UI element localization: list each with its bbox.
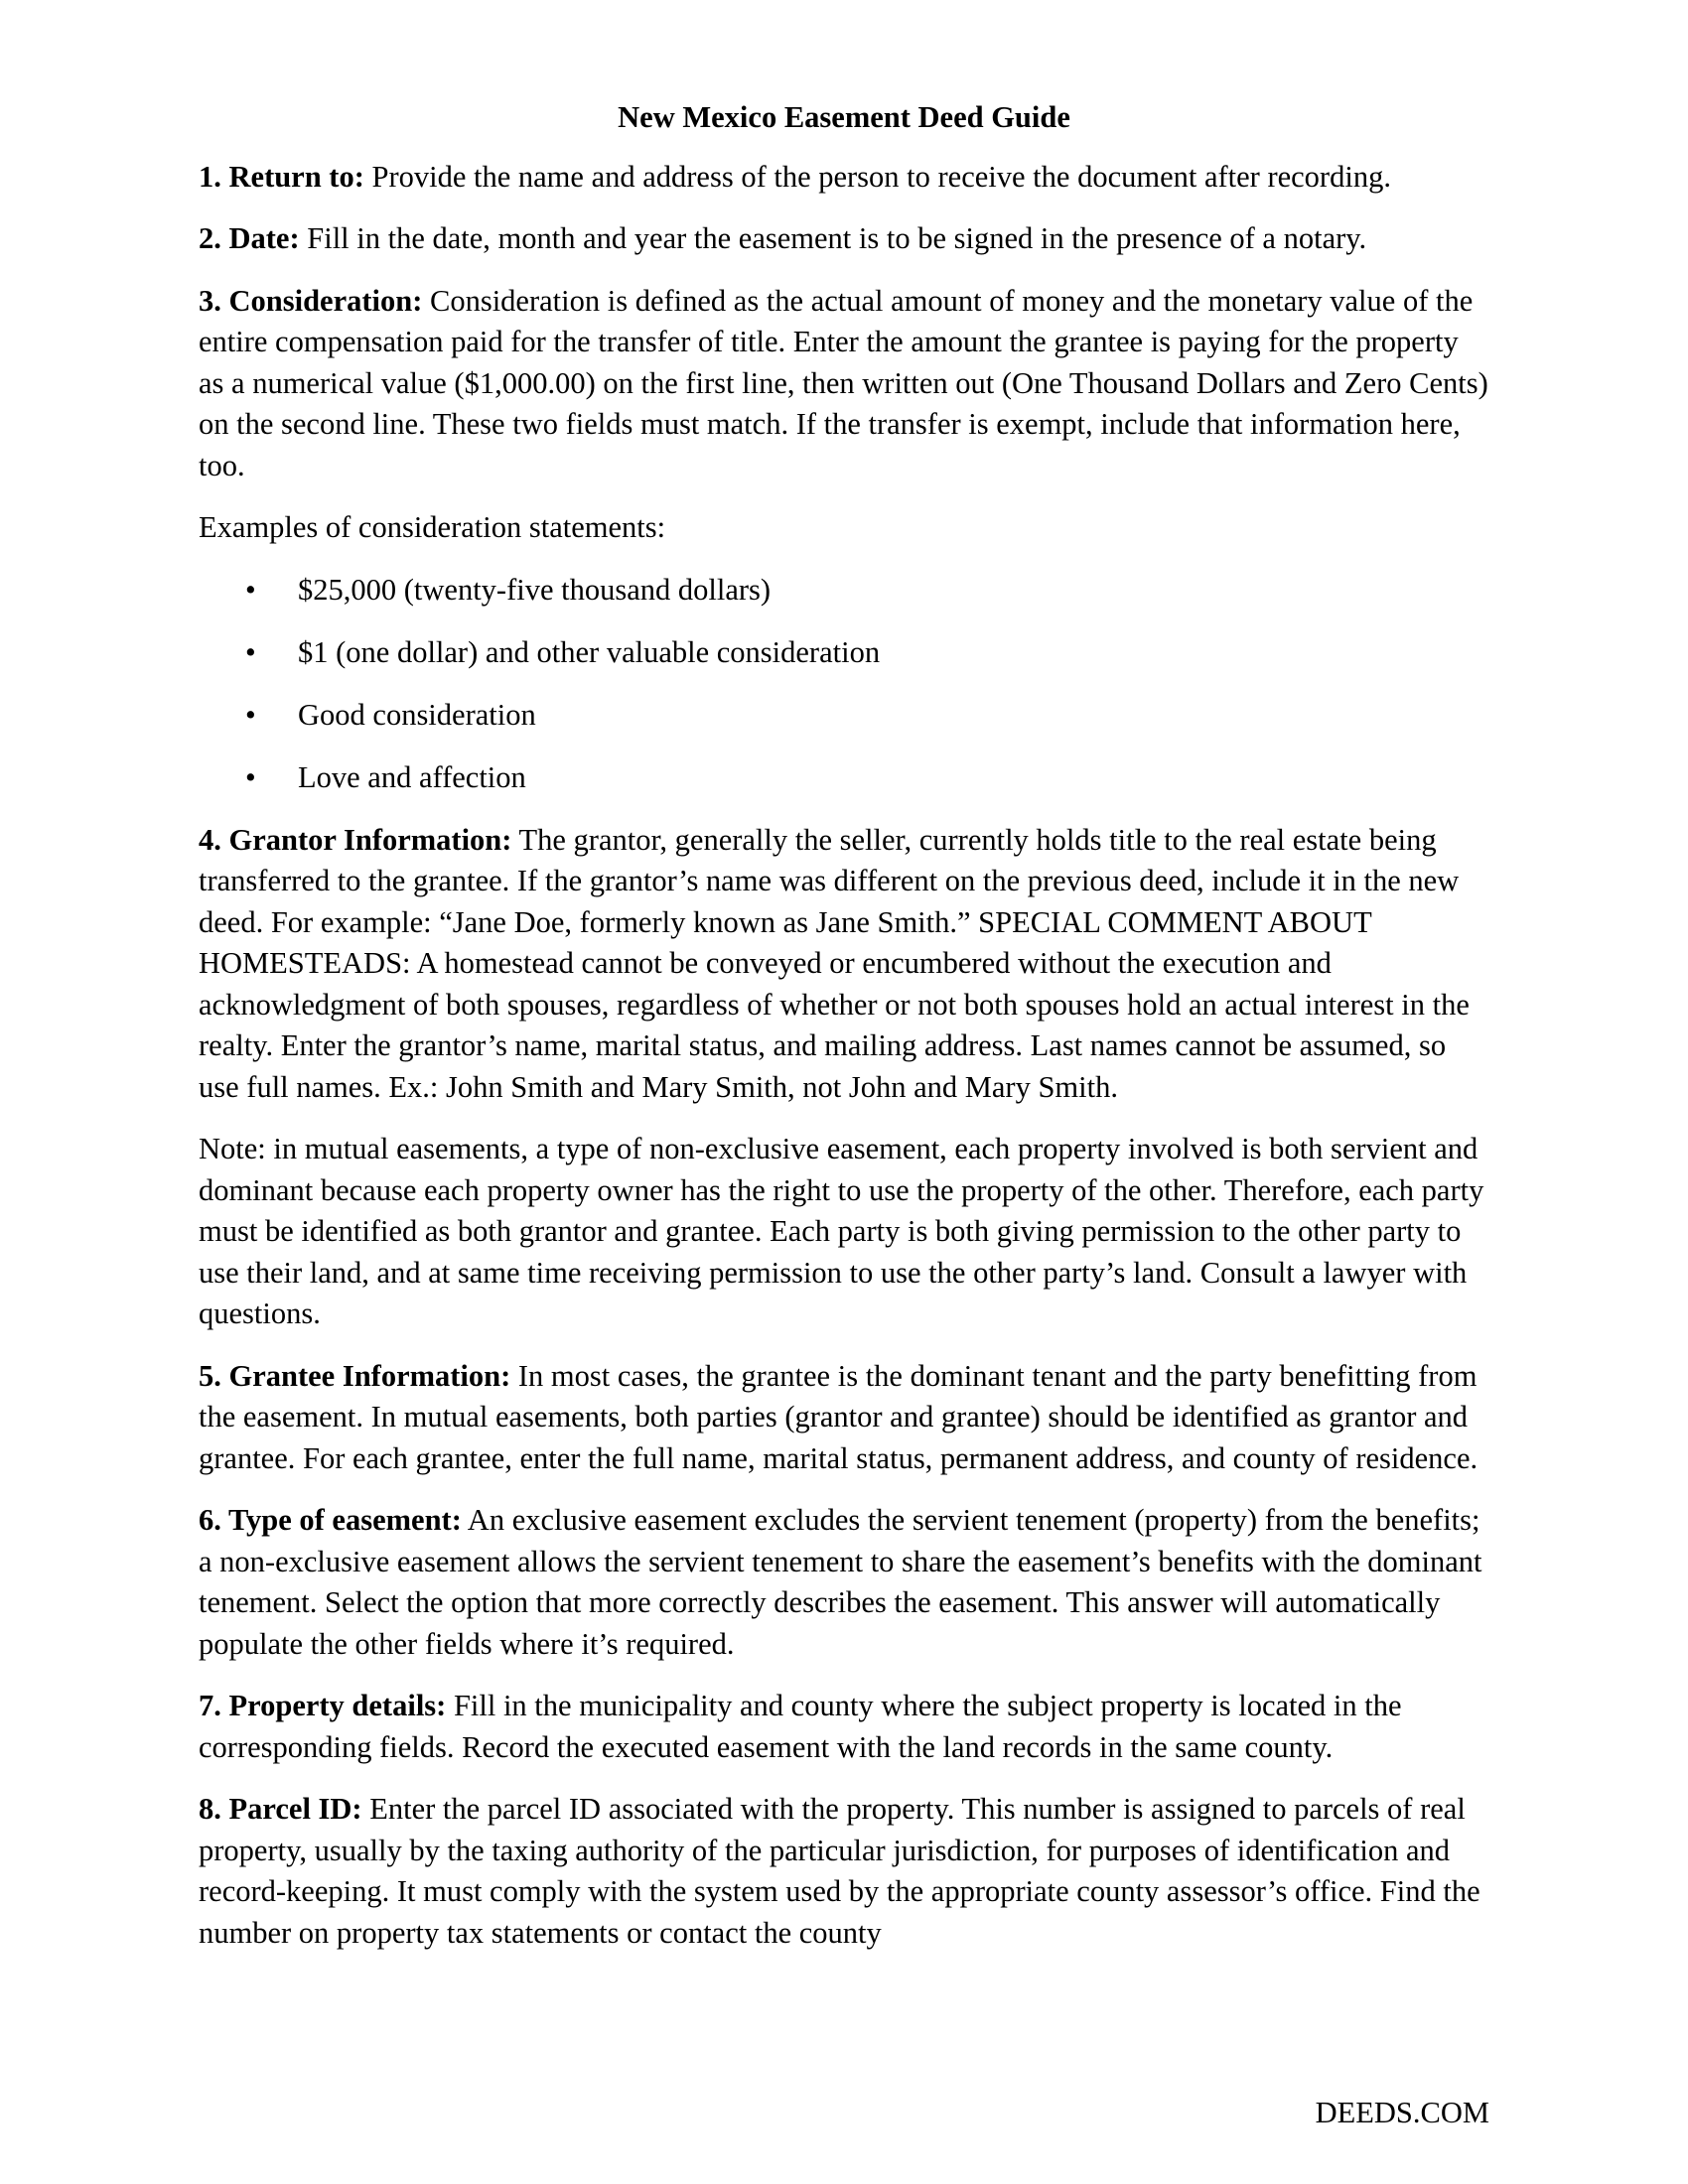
section-consideration — [199, 281, 1489, 487]
section-text: Enter the parcel ID associated with the property. This number is assigned to parcels of real property, usually by the taxing authority of the particular jurisdiction, for purposes of identification and record-keeping. It must comply with the system used by the appropriate county assessor’s office. Find the number on property tax statements or contact the county — [199, 1792, 1480, 1950]
document-title: New Mexico Easement Deed Guide — [618, 100, 1070, 134]
bullet-icon: • — [245, 697, 256, 732]
section-heading: 1. Return to: — [199, 159, 364, 194]
section-heading: 7. Property details: — [199, 1689, 447, 1722]
list-item-text: $25,000 (twenty-five thousand dollars) — [298, 572, 772, 607]
section-heading: 5. Grantee Information: — [199, 1358, 511, 1393]
section-text: Fill in the municipality and county where the subject property is located in the corresponding fields. Record the executed easement with the land records in the same county. — [199, 1689, 1402, 1764]
section-heading: 6. Type of easement: — [199, 1503, 462, 1537]
list-item — [199, 757, 1489, 799]
footer-brand: DEEDS.COM — [1315, 2096, 1489, 2129]
examples-intro: Examples of consideration statements: — [199, 510, 666, 544]
bullet-icon: • — [245, 572, 256, 607]
list-item — [199, 695, 1489, 737]
section-text: Consideration is defined as the actual amount of money and the monetary value of the entire compensation paid for the transfer of title. Enter the amount the grantee is paying for the property as a numerical value ($1,000.00) on the first line, then written out (One Thousand Dollars and Zero Cents) on the second line. These two fields must match. If the transfer is exempt, include that information here, too. — [199, 283, 1488, 482]
section-return-to — [199, 157, 1489, 199]
section-heading: 2. Date: — [199, 221, 300, 255]
section-date — [199, 218, 1489, 260]
section-text: Provide the name and address of the person to receive the document after recording. — [363, 159, 1391, 194]
list-item — [199, 570, 1489, 612]
section-heading: 4. Grantor Information: — [199, 822, 512, 857]
list-item-text: Love and affection — [298, 759, 526, 794]
section-property-details — [199, 1686, 1489, 1768]
consideration-examples-list — [199, 570, 1489, 799]
section-heading: 8. Parcel ID: — [199, 1792, 362, 1826]
section-text: In most cases, the grantee is the dominant tenant and the party benefitting from the easement. In mutual easements, both parties (grantor and grantee) should be identified as grantor and grantee. For each grantee, enter the full name, marital status, permanent address, and county of residence. — [199, 1358, 1478, 1475]
list-item-text: $1 (one dollar) and other valuable consideration — [298, 634, 881, 669]
list-item-text: Good consideration — [298, 697, 536, 732]
section-grantee-information — [199, 1356, 1489, 1480]
section-heading: 3. Consideration: — [199, 283, 423, 318]
section-type-of-easement — [199, 1500, 1489, 1665]
bullet-icon: • — [245, 634, 256, 669]
section-parcel-id — [199, 1789, 1489, 1954]
section-grantor-information — [199, 820, 1489, 1109]
bullet-icon: • — [245, 759, 256, 794]
mutual-easement-note: Note: in mutual easements, a type of non-exclusive easement, each property involved is both servient and dominant because each property owner has the right to use the property of the other. Therefore, each party must be identified as both grantor and grantee. Each party is both giving permission to the other party to use their land, and at same time receiving permission to use the other party’s land. Consult a lawyer with questions. — [199, 1132, 1484, 1330]
section-text: Fill in the date, month and year the easement is to be signed in the presence of a notary. — [299, 221, 1367, 255]
section-text: The grantor, generally the seller, currently holds title to the real estate being transferred to the grantee. If the grantor’s name was different on the previous deed, include it in the new deed. For example: “Jane Doe, formerly known as Jane Smith.” SPECIAL COMMENT ABOUT HOMESTEADS: A homestead cannot be conveyed or encumbered without the execution and acknowledgment of both spouses, regardless of whether or not both spouses hold an actual interest in the realty. Enter the grantor’s name, marital status, and mailing address. Last names cannot be assumed, so use full names. Ex.: John Smith and Mary Smith, not John and Mary Smith. — [199, 822, 1470, 1104]
document-page — [199, 97, 1489, 1975]
section-text: An exclusive easement excludes the servient tenement (property) from the benefits; a non-exclusive easement allows the servient tenement to share the easement’s benefits with the dominant tenement. Select the option that more correctly describes the easement. This answer will automatically populate the other fields where it’s required. — [199, 1503, 1482, 1661]
list-item — [199, 632, 1489, 674]
